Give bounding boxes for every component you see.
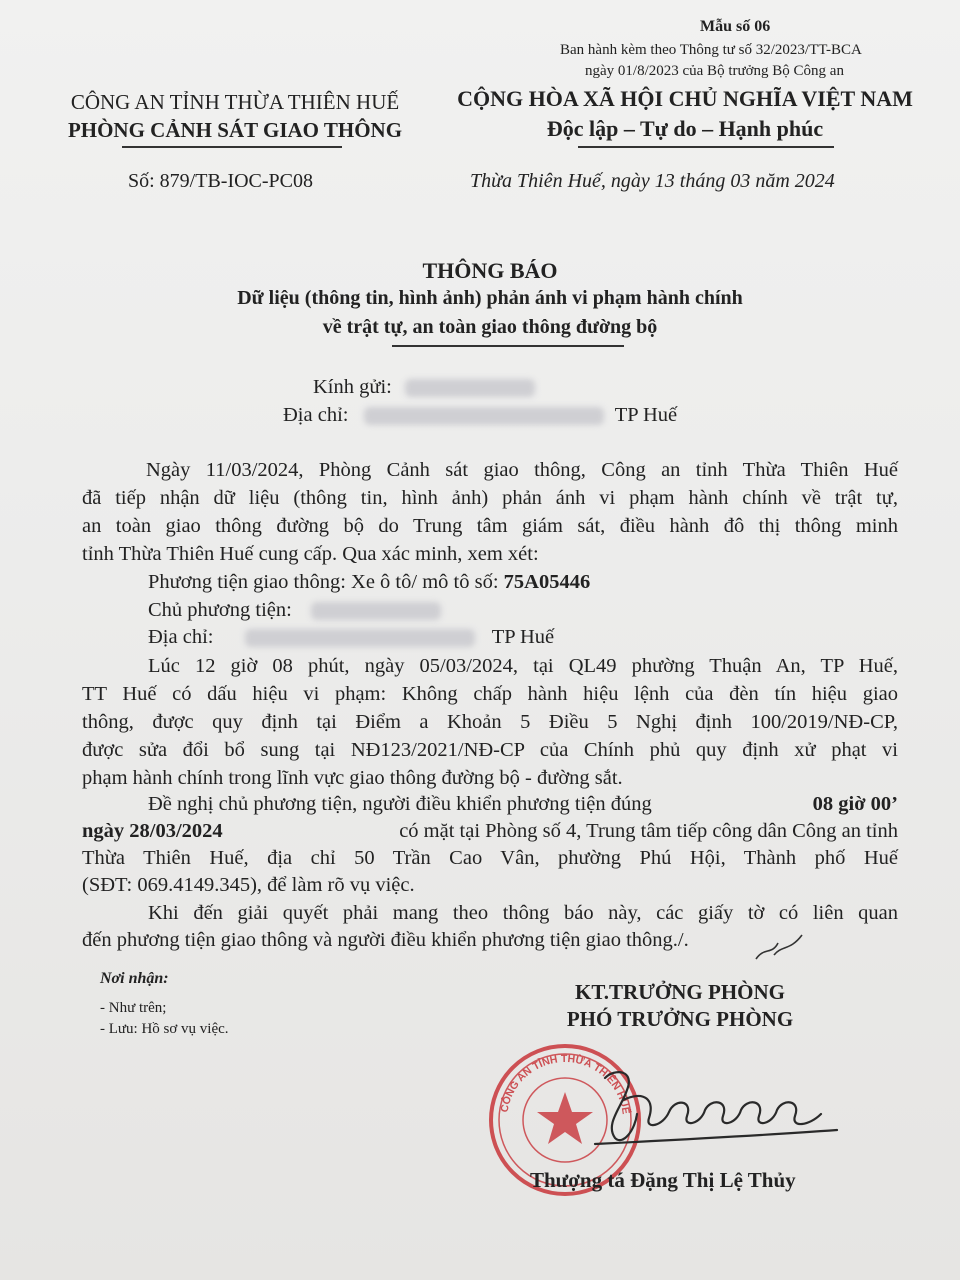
p2-line-2: TT Huế có dấu hiệu vi phạm: Không chấp hành hiệu lệnh của đèn tín hiệu giao <box>82 683 898 705</box>
form-issued-with: Ban hành kèm theo Thông tư số 32/2023/TT-BCA <box>560 42 862 58</box>
p2-line-5: phạm hành chính trong lĩnh vực giao thông đường bộ - đường sắt. <box>82 767 623 789</box>
title-underline <box>392 345 624 347</box>
recipient-address-line <box>283 404 677 427</box>
owner-line <box>148 599 960 622</box>
place-date: Thừa Thiên Huế, ngày 13 tháng 03 năm 2024 <box>470 170 835 192</box>
owner-address-line <box>148 626 960 649</box>
handwritten-signature <box>575 1060 845 1150</box>
redacted-recipient-name <box>405 379 535 397</box>
p4-line-1: Khi đến giải quyết phải mang theo thông báo này, các giấy tờ có liên quan <box>148 902 898 924</box>
document-number: Số: 879/TB-IOC-PC08 <box>128 170 314 192</box>
p1-line-4: tỉnh Thừa Thiên Huế cung cấp. Qua xác minh, xem xét: <box>82 543 539 565</box>
signer-role-2: PHÓ TRƯỞNG PHÒNG <box>566 1007 794 1031</box>
signer-name: Thượng tá Đặng Thị Lệ Thủy <box>530 1168 796 1192</box>
recipients-title: Nơi nhận: <box>100 970 169 987</box>
redacted-owner-name <box>311 602 441 620</box>
p4-line-2: đến phương tiện giao thông và người điều khiển phương tiện giao thông./. <box>82 929 689 951</box>
document-title: THÔNG BÁO <box>422 258 558 283</box>
p2-line-1: Lúc 12 giờ 08 phút, ngày 05/03/2024, tại QL49 phường Thuận An, TP Huế, <box>148 655 898 677</box>
p2-line-3: thông, được quy định tại Điểm a Khoản 5 Điều 5 Nghị định 100/2019/NĐ-CP, <box>82 711 898 733</box>
recipient-line <box>313 376 535 399</box>
p3-line-1-text: Đề nghị chủ phương tiện, người điều khiển phương tiện đúng <box>148 793 652 815</box>
p3-line-1 <box>148 793 898 816</box>
agency-underline <box>122 146 342 148</box>
recipient-address-label: Địa chỉ: <box>283 404 349 426</box>
recipient-label: Kính gửi: <box>313 376 392 398</box>
recipient-item-1: - Như trên; <box>100 1000 167 1016</box>
vehicle-label: Phương tiện giao thông: Xe ô tô/ mô tô số: <box>148 571 499 593</box>
p3-line-2-text: có mặt tại Phòng số 4, Trung tâm tiếp công dân Công an tỉnh <box>399 820 898 842</box>
p2-line-4: được sửa đổi bổ sung tại NĐ123/2021/NĐ-CP của Chính phủ quy định xử phạt vi <box>82 739 898 761</box>
appointment-date: ngày 28/03/2024 <box>82 820 223 842</box>
seal-text: CÔNG AN TỈNH THỪA THIÊN HUẾ <box>498 1052 632 1116</box>
owner-address-label: Địa chỉ: <box>148 626 214 648</box>
agency-name: PHÒNG CẢNH SÁT GIAO THÔNG <box>67 118 403 142</box>
vehicle-line <box>148 571 960 594</box>
owner-label: Chủ phương tiện: <box>148 599 292 621</box>
motto-underline <box>578 146 834 148</box>
p1-line-2: đã tiếp nhận dữ liệu (thông tin, hình ảnh) phản ánh vi phạm hành chính về trật tự, <box>82 487 898 509</box>
document-subtitle-2: về trật tự, an toàn giao thông đường bộ <box>322 316 658 338</box>
p1-line-1: Ngày 11/03/2024, Phòng Cảnh sát giao thông, Công an tỉnh Thừa Thiên Huế <box>146 459 898 481</box>
owner-address-city: TP Huế <box>491 626 555 648</box>
p3-line-2 <box>82 820 898 843</box>
recipient-address-city: TP Huế <box>614 404 678 426</box>
p3-line-3: Thừa Thiên Huế, địa chỉ 50 Trần Cao Vân, phường Phú Hội, Thành phố Huế <box>82 847 898 869</box>
agency-parent: CÔNG AN TỈNH THỪA THIÊN HUẾ <box>70 90 400 114</box>
national-motto: Độc lập – Tự do – Hạnh phúc <box>546 116 824 141</box>
country-name: CỘNG HÒA XÃ HỘI CHỦ NGHĨA VIỆT NAM <box>457 86 913 111</box>
redacted-owner-address <box>245 629 475 647</box>
initials-mark <box>750 925 810 970</box>
vehicle-plate: 75A05446 <box>503 571 591 593</box>
recipient-item-2: - Lưu: Hồ sơ vụ việc. <box>100 1021 229 1037</box>
appointment-time: 08 giờ 00’ <box>812 793 898 815</box>
form-issued-date: ngày 01/8/2023 của Bộ trưởng Bộ Công an <box>585 63 844 79</box>
p3-line-4: (SĐT: 069.4149.345), để làm rõ vụ việc. <box>82 874 415 896</box>
document-subtitle-1: Dữ liệu (thông tin, hình ảnh) phản ánh vi phạm hành chính <box>237 287 743 309</box>
p1-line-3: an toàn giao thông đường bộ do Trung tâm giám sát, điều hành đô thị thông minh <box>82 515 898 537</box>
signer-role-1: KT.TRƯỞNG PHÒNG <box>575 980 785 1004</box>
redacted-recipient-address <box>364 407 604 425</box>
form-number: Mẫu số 06 <box>700 18 771 35</box>
